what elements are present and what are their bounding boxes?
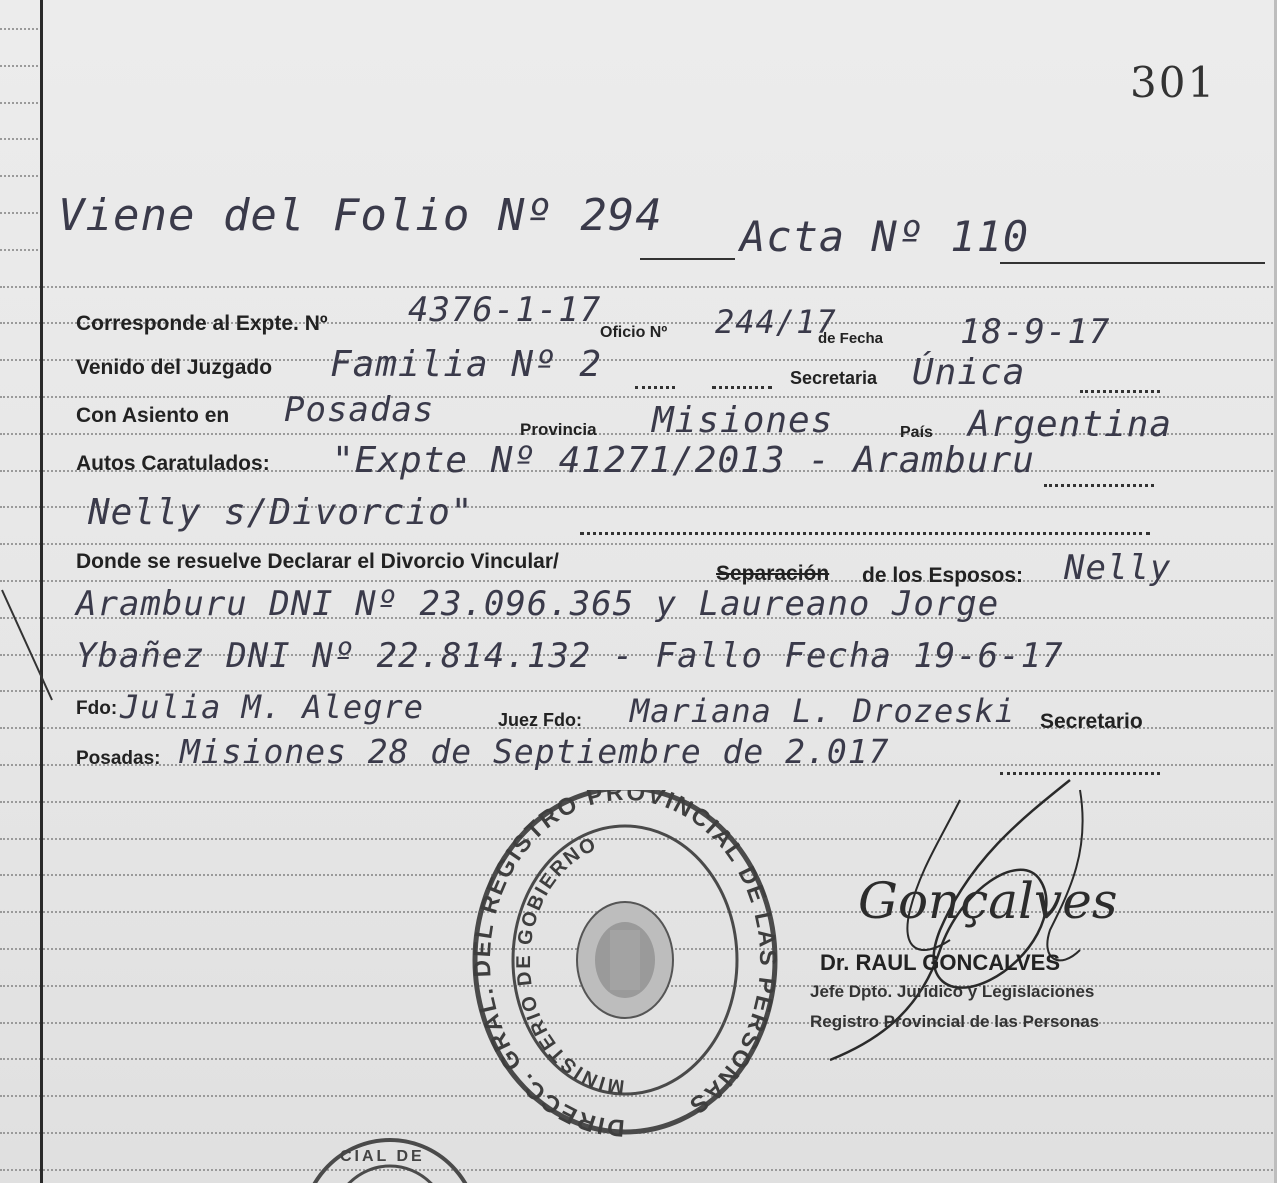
acta-number: Acta Nº 110	[740, 212, 1030, 261]
oficio-value: 244/17	[715, 303, 837, 341]
ruled-line	[0, 396, 1277, 398]
ruled-line	[0, 249, 38, 251]
label-fdo: Fdo:	[76, 698, 118, 719]
label-donde: Donde se resuelve Declarar el Divorcio Vincular/	[76, 550, 559, 573]
signer-title-line1: Jefe Dpto. Jurídico y Legislaciones	[810, 982, 1095, 1001]
juez-fdo-value: Mariana L. Drozeski	[630, 692, 1016, 730]
label-venido: Venido del Juzgado	[76, 356, 273, 379]
esposos-value-3: Ybañez DNI Nº 22.814.132 - Fallo Fecha 19-6-17	[76, 636, 1064, 676]
fill-line	[1000, 262, 1265, 264]
esposos-value-1: Nelly	[1064, 548, 1172, 588]
ruled-line	[0, 138, 38, 140]
dot-leader	[1080, 390, 1160, 393]
label-posadas: Posadas:	[76, 748, 161, 769]
asiento-value: Posadas	[284, 390, 435, 430]
label-autos: Autos Caratulados:	[76, 452, 270, 475]
ruled-line	[0, 175, 38, 177]
fdo-value: Julia M. Alegre	[120, 688, 424, 726]
expte-value: 4376-1-17	[408, 290, 602, 330]
dot-leader	[580, 532, 1150, 535]
posadas-value: Misiones 28 de Septiembre de 2.017	[180, 732, 890, 771]
label-de-los-esposos: de los Esposos:	[862, 564, 1024, 587]
autos-line1: "Expte Nº 41271/2013 - Aramburu	[332, 440, 1035, 481]
label-separacion: Separación	[716, 562, 830, 585]
fecha-value: 18-9-17	[960, 312, 1111, 352]
label-corresponde: Corresponde al Expte. Nº	[76, 312, 328, 335]
dot-leader	[712, 386, 772, 389]
pais-value: Argentina	[968, 404, 1173, 445]
dot-leader	[1044, 484, 1154, 487]
ruled-line	[0, 1169, 1277, 1171]
signer-title-line2: Registro Provincial de las Personas	[810, 1012, 1100, 1031]
label-de-fecha: de Fecha	[818, 330, 884, 347]
coat-of-arms-icon	[577, 902, 673, 1018]
label-secretario: Secretario	[1040, 710, 1143, 733]
provincia-value: Misiones	[652, 400, 834, 441]
official-seal	[470, 790, 780, 1150]
viene-del-folio: Viene del Folio Nº 294	[58, 190, 663, 241]
label-provincia: Provincia	[520, 420, 597, 439]
ruled-line	[0, 28, 38, 30]
juzgado-value: Familia Nº 2	[330, 344, 603, 385]
autos-line2: Nelly s/Divorcio"	[88, 492, 474, 533]
ruled-line	[0, 286, 1277, 288]
ruled-line	[0, 543, 1277, 545]
esposos-value-2: Aramburu DNI Nº 23.096.365 y Laureano Jorge	[76, 584, 1000, 624]
seal-outer-text: DIRECC. GRAL. DEL REGISTRO PROVINCIAL DE LAS PERSONAS	[470, 790, 780, 1142]
partial-seal-text: CIAL DE	[340, 1148, 425, 1165]
dot-leader	[635, 386, 675, 389]
signature-script: Gonçalves	[858, 872, 1118, 930]
margin-stroke	[0, 580, 60, 710]
label-juez-fdo: Juez Fdo:	[498, 710, 582, 730]
ruled-line	[0, 212, 38, 214]
ruled-line	[0, 102, 38, 104]
ruled-line	[0, 65, 38, 67]
label-con-asiento: Con Asiento en	[76, 404, 230, 427]
label-oficio: Oficio Nº	[600, 324, 668, 341]
page-number: 301	[1130, 58, 1217, 107]
fill-line	[640, 258, 735, 260]
secretaria-value: Única	[912, 352, 1026, 393]
label-secretaria: Secretaria	[790, 368, 878, 388]
signature-block	[810, 760, 1140, 1090]
label-pais: País	[900, 424, 933, 441]
signer-name: Dr. RAUL GONCALVES	[820, 950, 1060, 975]
seal-inner-text: MINISTERIO DE GOBIERNO	[513, 832, 626, 1098]
